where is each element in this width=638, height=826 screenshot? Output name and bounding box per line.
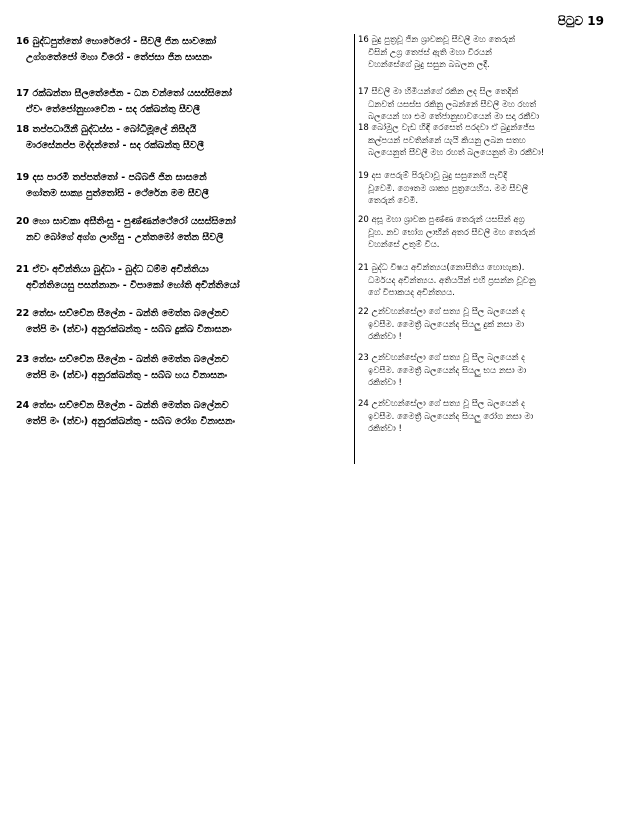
pali-line: ගෝතම සාක්‍ය පුත්තෝසි - ථේරේන මම සීවලී <box>26 188 209 199</box>
pali-verse <box>16 352 350 384</box>
pali-line: 18 තප්පධායිනී බුද්ධස්ස - බෝධිමූලේ නිසීදයි <box>16 124 197 135</box>
pali-line: ඒවං තේජෝනුභාවේන - සද රක්ඛන්තු සීවලී <box>26 104 200 115</box>
translation-line: වූවෙමි. ගෞතම ශාක්‍ය පුත්‍රයෙහිය. මම සීවලී <box>368 183 529 194</box>
pali-line: 19 දස පාරමී තප්පත්තෝ - පබ්බජි ජින සාසනේ <box>16 172 207 183</box>
translation-line: ඉවසීම. මෛත්‍රී බලයෙන්ද සියලු දුක් නසා මා <box>368 319 525 330</box>
translation-line: රකිත්වා ! <box>368 378 402 388</box>
pali-line: අචින්තියෙසු පසන්නානං - විපාකෝ හෝති අචින්තියෝ <box>26 280 240 291</box>
sinhala-translation <box>358 398 630 436</box>
pali-line: 20 හො සාවකා අසීතිංසු - පුණ්ණන්ථේරෝ යසස්සිනෝ <box>16 216 236 227</box>
pali-line: මාරසේනප්ප මද්දන්තෝ - සද රක්ඛන්තු සීවලී <box>26 140 204 151</box>
pali-verse <box>16 34 350 66</box>
translation-line: වූහ. නව භෝග ලාභීන් අතර සීවලී මහ තෙරුන් <box>368 227 536 238</box>
translation-line: බලයෙනුත් සීවලී මහ රහත් බලයෙනුත් මා රකීවා! <box>368 148 545 158</box>
translation-line: 17 සීවලී මා හිමියන්ගේ රකින ලද සිල තෙදින් <box>358 87 519 97</box>
pali-verse <box>16 86 350 118</box>
column-divider <box>354 34 355 464</box>
sinhala-translation <box>358 170 630 208</box>
pali-line: තේපි මං (ත්වං) අනුරක්ඛන්තු - සබ්බ භය විනාසනං <box>26 370 228 381</box>
translation-line: බලයෙන් හා එම තේජානුභාවයෙන් මා සදා රකීවා <box>368 112 540 122</box>
translation-line: රකිත්වා ! <box>368 424 402 434</box>
pali-line: තේපි මං (ත්වං) අනුරක්ඛන්තු - සබ්බ දුක්ඛ විනාසනං <box>26 324 232 335</box>
pali-line: 24 තේසං සච්චේන සීලේන - ඛන්ති මෙත්ත බලේනච <box>16 400 229 411</box>
pali-line: 21 ඒවං අචින්තියා බුද්ධා - බුද්ධ ධම්ම අචින්තියා <box>16 264 209 275</box>
pali-verse <box>16 262 350 294</box>
pali-verse <box>16 170 350 202</box>
sinhala-translation <box>358 122 630 160</box>
translation-line: තෙරුන් වෙමි. <box>368 196 419 206</box>
translation-line: 18 බෝමුල වැඩ හිඳි රෙසෙත් පරදවා ඒ බුදුන්ජේස <box>358 123 535 133</box>
sinhala-translation <box>358 34 630 72</box>
pali-line: 17 රක්ඛන්තා සීලතේජේන - ධන වන්තෝ යසස්සිනෝ <box>16 88 232 99</box>
pali-verse <box>16 122 350 154</box>
sinhala-translation <box>358 262 630 300</box>
translation-line: 21 බුද්ධ විෂය අචින්ත්‍යය(නොසිතිය හොහැක). <box>358 263 525 273</box>
translation-line: වහන්සේ උතුම් විය. <box>368 240 440 250</box>
translation-line: 24 උන්වහන්සේලා ගේ සත්‍ය වූ සීල බලයෙන් ද <box>358 399 525 409</box>
pali-line: තේපි මං (ත්වං) අනුරක්ඛන්තු - සබ්බ රෝග විනාසනං <box>26 416 236 427</box>
translation-line: 19 දස පෙරුම් පිරුවාවූ බුදු සසුනෙහි පැවිදි <box>358 171 508 181</box>
pali-verse <box>16 214 350 246</box>
translation-line: 23 උන්වහන්සේලා ගේ සත්‍ය වූ සීල බලයෙන් ද <box>358 353 525 363</box>
translation-line: ගේ විපාකයද අචින්ත්‍යය. <box>368 288 455 298</box>
sinhala-translation <box>358 306 630 344</box>
translation-line: 22 උන්වහන්සේලා ගේ සත්‍ය වූ සීල බලයෙන් ද <box>358 307 525 317</box>
translation-line: 20 අසූ මහා ශ්‍රාවක පුණ්ණ තෙරුන් යසසින් අග්‍ර <box>358 215 525 225</box>
pali-line: 23 තේසං සච්චේන සීලේන - ඛන්ති මෙත්ත බලේනච <box>16 354 229 365</box>
sinhala-translation <box>358 214 630 252</box>
pali-line: උග්ගතේජෝ මහා වීරෝ - තේජසා ජින සාසනං <box>26 52 213 63</box>
translation-line: විසින් උග්‍ර තෙජස් ඇති මහා වීරයන් <box>368 47 492 58</box>
translation-line: වහන්සේගේ බුදු සසුන බබලන ලදී. <box>368 60 490 70</box>
translation-line: 16 බුදු පුත්‍රවූ ජින ශ්‍රාවකවූ සීවලී මහ තෙරුන් <box>358 35 516 45</box>
translation-line: ධනවත් යසස්ස රකිනු ලබන්නේ සීවලී මහ රහත් <box>368 99 537 110</box>
pali-line: 22 තේසං සච්චේන සීලේන - ඛන්ති මෙත්ත බලේනච <box>16 308 229 319</box>
pali-verse <box>16 306 350 338</box>
translation-line: ඉවසීම. මෛත්‍රී බලයෙන්ද සියලු භය නසා මා <box>368 365 527 376</box>
pali-line: 16 බුද්ධපුත්තෝ භොරේරෝ - සීවලී ජින සාවකෝ <box>16 36 217 47</box>
pali-line: නව බෝගේ අග්ග ලාභිසු - උත්තමෝ තේන සීවලී <box>26 232 224 243</box>
translation-line: ධර්මයද අචින්ත්‍යය. අතියයින් එහි ප්‍රසන්න වූවනු <box>368 275 536 286</box>
pali-verse <box>16 398 350 430</box>
page-number: පිටුව 19 <box>557 14 604 28</box>
translation-line: ඉවසීම. මෛත්‍රී බලයෙන්ද සියලු රෝග නසා මා <box>368 411 534 422</box>
translation-line: කල්පයන් පවතින්නේ යැයි කියනු ලබන සතහ <box>368 135 526 146</box>
sinhala-translation <box>358 352 630 390</box>
translation-line: රකිත්වා ! <box>368 332 402 342</box>
sinhala-translation <box>358 86 630 124</box>
